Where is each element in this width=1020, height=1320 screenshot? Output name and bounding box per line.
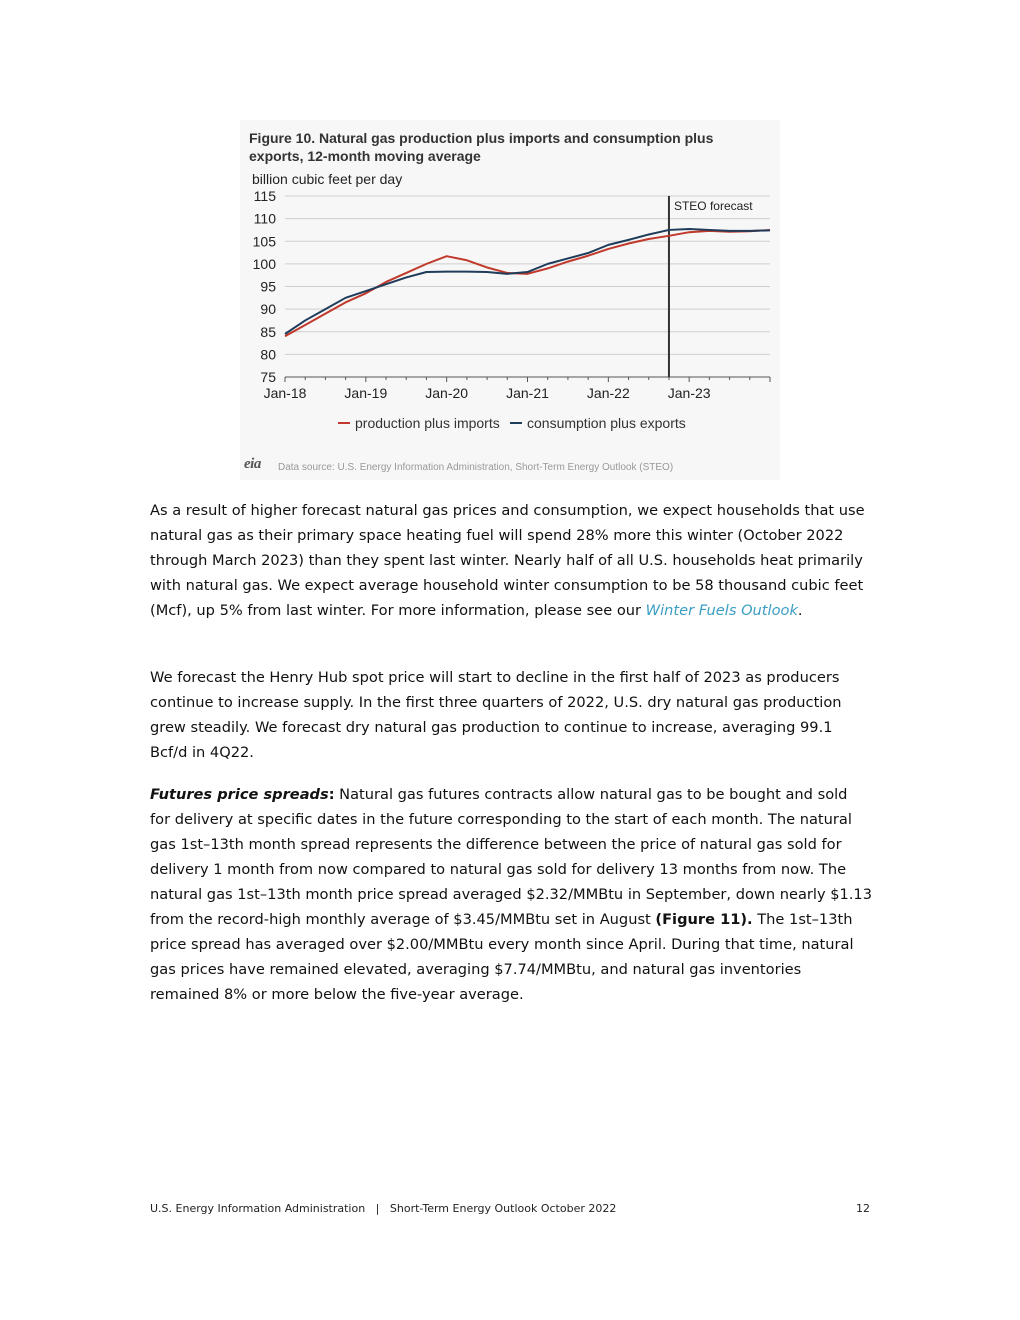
x-tick-label: Jan-22 <box>586 385 630 401</box>
figure-10 <box>240 120 780 480</box>
winter-fuels-outlook-link[interactable]: Winter Fuels Outlook <box>645 602 798 619</box>
paragraph-henry-hub: We forecast the Henry Hub spot price will start to decline in the first half of 2023 as producers continue to increase supply. In the first three quarters of 2022, U.S. dry natural gas production grew steadily. We forecast dry natural gas production to continue to increase, averaging 99.1 Bcf/d in 4Q22. <box>150 669 842 761</box>
paragraph-text: As a result of higher forecast natural gas prices and consumption, we expect households that use natural gas as their primary space heating fuel will spend 28% more this winter (October 2022 through March 2023) than they spent last winter. Nearly half of all U.S. households heat primarily with natural gas. We expect average household winter consumption to be 58 thousand cubic feet (Mcf), up 5% from last winter. For more information, please see our <box>150 502 865 619</box>
data-source-note: Data source: U.S. Energy Information Administration, Short-Term Energy Outlook (STEO) <box>278 462 674 473</box>
y-tick-label: 95 <box>260 278 276 295</box>
paragraph-end: . <box>797 602 803 619</box>
x-tick-label: Jan-18 <box>263 385 307 401</box>
heading-colon: : <box>328 786 335 803</box>
paragraph-text-continued: The 1st–13th price spread has averaged over $2.00/MMBtu every month since April. During that time, natural gas prices have remained elevated, averaging $7.74/MMBtu, and natural gas inventories remained 8% or more below the five-year average. <box>150 911 854 1003</box>
paragraph-winter-bills <box>150 498 872 623</box>
legend-label: production plus imports <box>355 415 500 431</box>
figure-title: Figure 10. Natural gas production plus imports and consumption plus exports, 12-month moving average <box>249 130 714 164</box>
x-tick-label: Jan-23 <box>667 385 711 401</box>
series-line-consumption-plus-exports <box>285 229 770 334</box>
page-number: 12 <box>856 1202 870 1215</box>
paragraph-text: Natural gas futures contracts allow natural gas to be bought and sold for delivery at specific dates in the future corresponding to the start of each month. The natural gas 1st–13th month spread represents the difference between the price of natural gas sold for delivery 1 month from now compared to natural gas sold for delivery 13 months from now. The natural gas 1st–13th month price spread averaged $2.32/MMBtu in September, down nearly $1.13 from the record-high monthly average of $3.45/MMBtu set in August <box>150 786 872 928</box>
y-tick-label: 90 <box>260 301 276 318</box>
page-footer <box>150 1202 872 1215</box>
y-tick-label: 75 <box>260 369 276 385</box>
y-tick-label: 115 <box>253 188 276 204</box>
y-axis-unit-label: billion cubic feet per day <box>252 171 403 187</box>
forecast-label: STEO forecast <box>673 199 753 213</box>
line-chart <box>240 120 780 480</box>
series-line-production-plus-imports <box>285 230 770 336</box>
x-tick-label: Jan-21 <box>506 385 549 401</box>
y-tick-label: 85 <box>260 323 276 340</box>
y-tick-label: 105 <box>252 233 276 250</box>
x-tick-label: Jan-20 <box>425 385 469 401</box>
y-tick-label: 80 <box>260 346 276 363</box>
paragraph-futures-spreads <box>150 782 872 1007</box>
y-tick-label: 110 <box>253 210 276 227</box>
footer-publication: U.S. Energy Information Administration | Short-Term Energy Outlook October 2022 <box>150 1202 617 1215</box>
legend-label: consumption plus exports <box>527 415 686 431</box>
x-tick-label: Jan-19 <box>344 385 388 401</box>
futures-spreads-heading: Futures price spreads <box>150 786 329 803</box>
eia-logo: eia <box>244 456 261 472</box>
y-tick-label: 100 <box>252 255 276 272</box>
figure-11-reference: (Figure 11). <box>655 911 753 928</box>
